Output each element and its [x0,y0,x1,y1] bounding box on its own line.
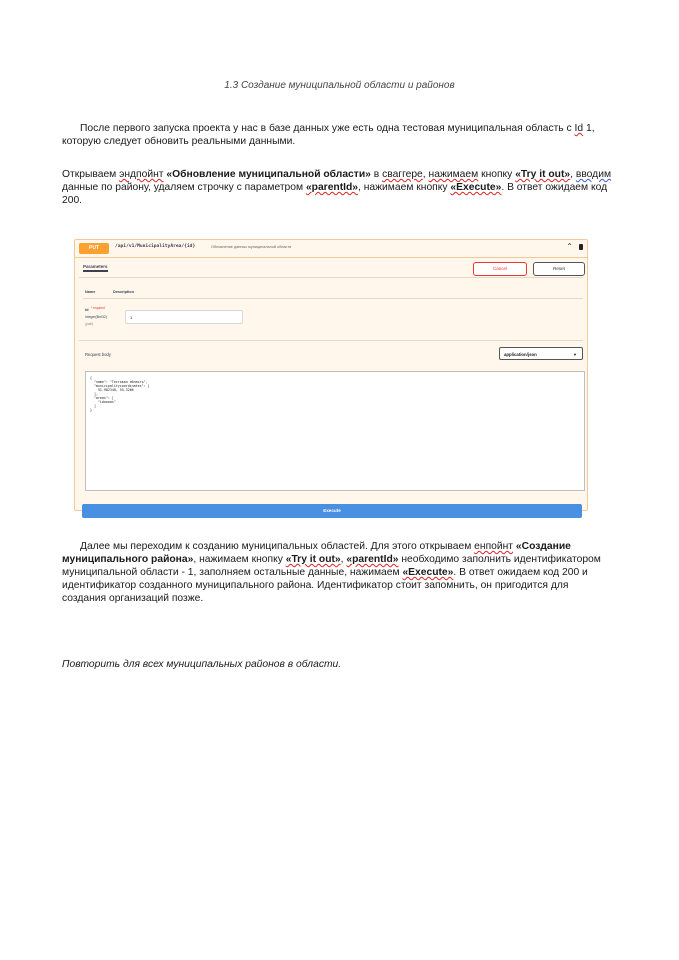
chevron-up-icon[interactable]: ⌃ [566,242,573,251]
paragraph-update-instructions [62,168,614,207]
param-location: (path) [85,322,94,326]
intro-text: После первого запуска проекта у нас в базе данных уже есть одна тестовая муниципальная область с [80,123,575,134]
lock-icon[interactable] [579,244,583,250]
paragraph-repeat-note: Повторить для всех муниципальных районов в области. [62,659,342,670]
swagger-screenshot [70,235,592,523]
text-run: Далее мы переходим к созданию муниципальных областей. Для этого открываем [80,541,475,552]
column-header-name: Name [85,290,96,294]
intro-tail: 1, которую следует обновить реальными данными. [62,123,595,147]
paragraph-create-instructions [62,540,614,605]
http-method-badge: PUT [79,243,109,254]
column-header-description: Description [113,290,134,294]
text-run: , нажимаем кнопку [358,182,451,193]
paragraph-intro [62,122,614,148]
text-run: , [340,554,347,565]
text-run: , [570,169,576,180]
text-run: Открываем [62,169,120,180]
text-run: . В ответ ожидаем код 200 и идентификатор созданного муниципального района. Идентификатор стоит запомнить, он пригодится для создания организаций позже. [62,567,588,604]
endpoint-name: «Обновление муниципальной области» [166,169,371,180]
endpoint-path: /api/v1/MunicipalityArea/{id} [115,244,196,249]
cancel-button[interactable]: Cancel [473,262,527,276]
section-heading: 1.3 Создание муниципальной области и районов [224,80,455,91]
try-it-out-ref: «Try it out» [285,554,341,565]
endpoint-summary: Обновление данных муниципальной области [211,245,292,249]
execute-ref: «Execute» [450,182,502,193]
id-input[interactable]: 1 [125,310,243,324]
operation-header[interactable] [75,240,587,258]
text-run: кнопку [478,169,516,180]
text-run: в [370,169,383,180]
endpoint-word: эндпойнт [119,169,164,180]
press-word: нажимаем [428,169,479,180]
divider [79,340,583,341]
content-type-value: application/json [504,352,537,357]
text-run: данные по району, удаляем строчку с параметром [62,182,306,193]
text-run: необходимо заполнить идентификатором муниципальной области - 1, заполняем остальные данные, нажимаем [62,554,601,578]
try-it-out-ref: «Try it out» [515,169,571,180]
request-body-json: { "name": "Тестовая область", "municipalitycoordinates": [ 51.982348, 55.3266 ], "areas": [ "Ldoooas" ] } [90,376,150,412]
content-type-select[interactable] [499,347,583,360]
endpoint-name: «Создание муниципального района» [62,541,571,565]
parent-id-ref: «parentId» [305,182,359,193]
endpoint-word: енпойнт [474,541,514,552]
request-body-label: Request body [85,352,111,357]
text-run: , нажимаем кнопку [193,554,286,565]
swagger-word: сваггере [382,169,423,180]
divider [79,277,583,278]
enter-word: вводим [575,169,612,180]
param-type: integer($int32) [85,315,107,319]
swagger-operation-block [74,239,588,511]
request-body-editor[interactable] [85,371,585,491]
parent-id-ref: «parentId» [346,554,399,565]
id-word: Id [574,123,584,134]
execute-button[interactable]: Execute [82,504,582,518]
text-run: . В ответ ожидаем код 200. [62,182,608,206]
divider [83,298,583,299]
execute-ref: «Execute» [402,567,454,578]
tab-parameters[interactable]: Parameters [83,264,108,272]
text-run: , [422,169,429,180]
param-name: id [85,307,89,312]
chevron-down-icon: ▼ [573,352,577,357]
param-required: * required [91,306,105,310]
reset-button[interactable]: Reset [533,262,585,276]
